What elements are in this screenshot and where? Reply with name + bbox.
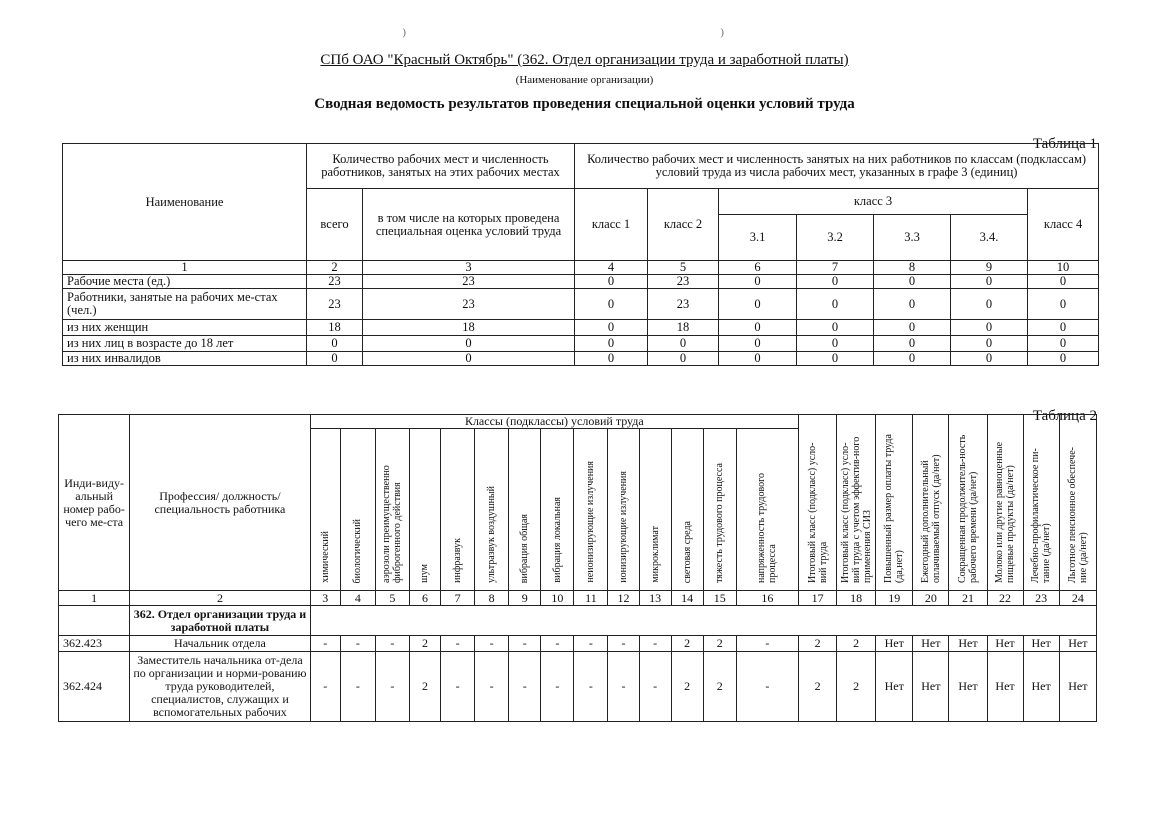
factor-header: биологический (340, 429, 375, 591)
col-number: 12 (608, 591, 639, 606)
factor-header: световая среда (671, 429, 703, 591)
class-value: - (310, 636, 340, 652)
row-value: 0 (719, 275, 797, 289)
row-value: 0 (1028, 352, 1099, 366)
row-value: 0 (1028, 289, 1099, 320)
col-number: 10 (1028, 261, 1099, 275)
workplace-table-body (59, 636, 1097, 722)
col-number: 8 (874, 261, 951, 275)
class-value: 2 (703, 636, 736, 652)
class3-header: класс 3 (719, 189, 1028, 215)
row-value: 0 (874, 320, 951, 336)
class3-1-header: 3.1 (719, 215, 797, 261)
class-value: Нет (949, 636, 987, 652)
extra-header: Лечебно-профилактическое пи-тание (да/нет) (1023, 415, 1059, 591)
workplace-table (58, 414, 1097, 722)
row-value: 0 (951, 289, 1028, 320)
factor-header: вибрация локальная (541, 429, 574, 591)
classes-group-header: Классы (подклассы) условий труда (310, 415, 798, 429)
factor-header: шум (409, 429, 440, 591)
row-value: 0 (307, 336, 363, 352)
section-row (59, 606, 1097, 636)
col-number: 1 (63, 261, 307, 275)
col-number: 4 (575, 261, 648, 275)
row-value: 0 (874, 289, 951, 320)
count-group-header: Количество рабочих мест и численность работников, занятых на этих рабочих местах (307, 144, 575, 189)
class-value: - (608, 636, 639, 652)
table2-caption: Таблица 2 (1032, 408, 1097, 424)
class-value: - (441, 636, 475, 652)
col-number: 4 (340, 591, 375, 606)
class-value: 2 (671, 636, 703, 652)
row-value: 0 (874, 275, 951, 289)
class-value: - (639, 652, 671, 722)
class-value: - (509, 652, 541, 722)
profession-cell: Заместитель начальника от-дела по организации и норми-рованию труда руководителей, специалистов, служащих и вспомогательных рабочих (130, 652, 311, 722)
id-header: Инди-виду-альный номер рабо-чего ме-ста (59, 415, 130, 591)
factor-header: микроклимат (639, 429, 671, 591)
class4-header: класс 4 (1028, 189, 1099, 261)
class-value: - (608, 652, 639, 722)
row-value: 0 (307, 352, 363, 366)
row-label: из них лиц в возрасте до 18 лет (63, 336, 307, 352)
section-fill (310, 606, 1096, 636)
class-value: 2 (799, 652, 837, 722)
row-label: из них женщин (63, 320, 307, 336)
factor-header: вибрация общая (509, 429, 541, 591)
col-number: 7 (797, 261, 874, 275)
class-value: - (340, 652, 375, 722)
extra-header: Повышенный размер оплаты труда (да,нет) (876, 415, 913, 591)
class-value: - (574, 636, 608, 652)
row-value: 0 (719, 320, 797, 336)
col-name-header: Наименование (63, 144, 307, 261)
row-value: 23 (363, 289, 575, 320)
summary-table-body (63, 275, 1099, 366)
row-value: 0 (575, 320, 648, 336)
table-row (63, 275, 1099, 289)
col-number: 11 (574, 591, 608, 606)
row-value: 0 (797, 275, 874, 289)
col-number: 15 (703, 591, 736, 606)
row-value: 18 (363, 320, 575, 336)
class-value: - (541, 652, 574, 722)
row-value: 0 (1028, 336, 1099, 352)
class-value: - (475, 652, 509, 722)
col-number: 6 (409, 591, 440, 606)
row-value: 0 (575, 289, 648, 320)
class-value: - (639, 636, 671, 652)
col-number: 24 (1059, 591, 1096, 606)
row-value: 0 (797, 352, 874, 366)
profession-cell: Начальник отдела (130, 636, 311, 652)
row-value: 0 (648, 336, 719, 352)
col-number: 6 (719, 261, 797, 275)
table-row (59, 636, 1097, 652)
row-value: 0 (874, 336, 951, 352)
extra-header: Молоко или другие равноценные пищевые продукты (да/нет) (987, 415, 1023, 591)
factor-header: неионизирующие излучения (574, 429, 608, 591)
class-value: Нет (876, 652, 913, 722)
class-value: 2 (409, 636, 440, 652)
col-number: 3 (363, 261, 575, 275)
col-number: 9 (509, 591, 541, 606)
col-number: 19 (876, 591, 913, 606)
class-value: Нет (1059, 652, 1096, 722)
class-value: 2 (409, 652, 440, 722)
row-value: 0 (951, 320, 1028, 336)
col-number: 7 (441, 591, 475, 606)
column-numbers-row (59, 591, 1097, 606)
class3-2-header: 3.2 (797, 215, 874, 261)
row-value: 23 (648, 289, 719, 320)
summary-table (62, 143, 1099, 366)
classes-group-header: Количество рабочих мест и численность занятых на них работников по классам (подклассам) условий труда из числа рабочих мест, указанных в графе 3 (единиц) (575, 144, 1099, 189)
class-value: - (736, 652, 798, 722)
table-row (59, 652, 1097, 722)
class3-4-header: 3.4. (951, 215, 1028, 261)
class-value: Нет (987, 636, 1023, 652)
scan-mark-right: ⁾ (720, 26, 725, 46)
class-value: - (574, 652, 608, 722)
table-row (63, 289, 1099, 320)
col-number: 13 (639, 591, 671, 606)
class-value: Нет (1059, 636, 1096, 652)
class-value: - (340, 636, 375, 652)
row-value: 0 (719, 289, 797, 320)
row-value: 18 (307, 320, 363, 336)
class-value: Нет (913, 636, 949, 652)
factor-header: инфразвук (441, 429, 475, 591)
class-value: Нет (913, 652, 949, 722)
class-value: 2 (837, 652, 876, 722)
row-value: 0 (575, 275, 648, 289)
row-value: 18 (648, 320, 719, 336)
profession-header: Профессия/ должность/ специальность работника (130, 415, 311, 591)
row-value: 0 (951, 336, 1028, 352)
workplace-id: 362.424 (59, 652, 130, 722)
class-value: Нет (1023, 636, 1059, 652)
row-value: 0 (874, 352, 951, 366)
class-value: 2 (703, 652, 736, 722)
class-value: - (310, 652, 340, 722)
col-number: 10 (541, 591, 574, 606)
total-header: всего (307, 189, 363, 261)
table1-caption: Таблица 1 (1032, 136, 1097, 152)
extra-header: Сокращенная продолжитель-ность рабочего времени (да/нет) (949, 415, 987, 591)
row-value: 0 (719, 336, 797, 352)
row-value: 0 (797, 336, 874, 352)
extra-header: Ежегодный дополнительный оплачиваемый отпуск (да/нет) (913, 415, 949, 591)
factor-header: аэрозоли преимущественно фиброгенного действия (375, 429, 409, 591)
col-number: 5 (375, 591, 409, 606)
class-value: Нет (987, 652, 1023, 722)
col-number: 23 (1023, 591, 1059, 606)
table-row (63, 320, 1099, 336)
class-value: Нет (876, 636, 913, 652)
factor-header: ионизирующие излучения (608, 429, 639, 591)
final-class-header: Итоговый класс (подкласс) усло-вий труда (799, 415, 837, 591)
class2-header: класс 2 (648, 189, 719, 261)
row-value: 23 (363, 275, 575, 289)
row-label: Рабочие места (ед.) (63, 275, 307, 289)
class-value: 2 (837, 636, 876, 652)
row-value: 0 (951, 275, 1028, 289)
class-value: Нет (1023, 652, 1059, 722)
row-value: 23 (648, 275, 719, 289)
organization-name: СПб ОАО "Красный Октябрь" (362. Отдел организации труда и заработной платы) (320, 52, 849, 68)
class-value: 2 (799, 636, 837, 652)
row-value: 0 (363, 352, 575, 366)
table-row (63, 336, 1099, 352)
col-number: 17 (799, 591, 837, 606)
workplace-id: 362.423 (59, 636, 130, 652)
document-title: Сводная ведомость результатов проведения специальной оценки условий труда (314, 96, 855, 112)
class-value: - (441, 652, 475, 722)
col-number: 16 (736, 591, 798, 606)
col-number: 14 (671, 591, 703, 606)
class-value: Нет (949, 652, 987, 722)
scan-mark-left: ⁾ (402, 26, 407, 46)
col-number: 1 (59, 591, 130, 606)
col-number: 21 (949, 591, 987, 606)
class-value: - (475, 636, 509, 652)
column-numbers-row (63, 261, 1099, 275)
col-number: 20 (913, 591, 949, 606)
class-value: - (375, 652, 409, 722)
class-value: - (541, 636, 574, 652)
organization-caption: (Наименование организации) (515, 74, 654, 86)
row-label: Работники, занятые на рабочих ме-стах (чел.) (63, 289, 307, 320)
table-row (63, 352, 1099, 366)
col-number: 5 (648, 261, 719, 275)
row-value: 0 (797, 289, 874, 320)
row-value: 0 (363, 336, 575, 352)
final-class-siz-header: Итоговый класс (подкласс) усло-вий труда с учетом эффектив-ного применения СИЗ (837, 415, 876, 591)
row-value: 0 (1028, 275, 1099, 289)
row-value: 23 (307, 275, 363, 289)
col-number: 18 (837, 591, 876, 606)
section-empty-cell (59, 606, 130, 636)
row-value: 0 (951, 352, 1028, 366)
class-value: - (736, 636, 798, 652)
row-label: из них инвалидов (63, 352, 307, 366)
row-value: 0 (1028, 320, 1099, 336)
factor-header: химический (310, 429, 340, 591)
class-value: 2 (671, 652, 703, 722)
col-number: 2 (307, 261, 363, 275)
col-number: 3 (310, 591, 340, 606)
row-value: 0 (575, 352, 648, 366)
factor-header: напряженность трудового процесса (736, 429, 798, 591)
col-number: 8 (475, 591, 509, 606)
class-value: - (375, 636, 409, 652)
factor-header: ультразвук воздушный (475, 429, 509, 591)
row-value: 0 (797, 320, 874, 336)
row-value: 23 (307, 289, 363, 320)
col-number: 9 (951, 261, 1028, 275)
section-title: 362. Отдел организации труда и заработной платы (130, 606, 311, 636)
class1-header: класс 1 (575, 189, 648, 261)
class-value: - (509, 636, 541, 652)
extra-header: Льготное пенсионное обеспече-ние (да/нет) (1059, 415, 1096, 591)
col-number: 2 (130, 591, 311, 606)
row-value: 0 (719, 352, 797, 366)
factor-header: тяжесть трудового процесса (703, 429, 736, 591)
assessed-header: в том числе на которых проведена специальная оценка условий труда (363, 189, 575, 261)
row-value: 0 (648, 352, 719, 366)
class3-3-header: 3.3 (874, 215, 951, 261)
row-value: 0 (575, 336, 648, 352)
col-number: 22 (987, 591, 1023, 606)
